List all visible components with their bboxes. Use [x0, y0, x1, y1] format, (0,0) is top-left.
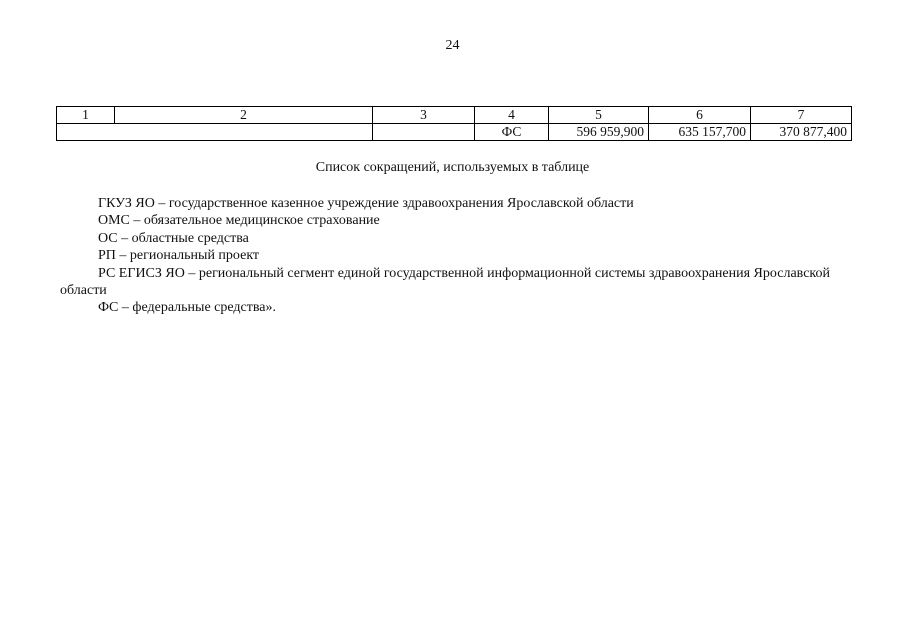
budget-table: [56, 106, 852, 141]
table-header-cell: 2: [115, 107, 373, 124]
table-header-cell: 3: [373, 107, 475, 124]
table-cell-value: 635 157,700: [649, 124, 751, 141]
table-header-cell: 1: [57, 107, 115, 124]
table-cell: [373, 124, 475, 141]
abbreviation-item: ФС – федеральные средства».: [98, 300, 276, 316]
abbreviation-item: РС ЕГИСЗ ЯО – региональный сегмент единой государственной информационной системы здравоохранения Ярославской области: [60, 265, 830, 299]
table-header-cell: 5: [549, 107, 649, 124]
table-header-cell: 4: [475, 107, 549, 124]
abbreviation-item: РП – региональный проект: [98, 248, 260, 264]
table-cell-value: 370 877,400: [751, 124, 852, 141]
abbreviation-item: ГКУЗ ЯО – государственное казенное учреждение здравоохранения Ярославской области: [98, 196, 634, 211]
table-header-cell: 7: [751, 107, 852, 124]
table-header-cell: 6: [649, 107, 751, 124]
abbreviations-list: [60, 195, 850, 317]
table-row: [57, 124, 852, 141]
abbreviation-item: ОС – областные средства: [98, 230, 249, 246]
table-cell-value: 596 959,900: [549, 124, 649, 141]
table-header-row: [57, 107, 852, 124]
abbreviation-item: ОМС – обязательное медицинское страхование: [98, 213, 380, 229]
table-cell-merged: [57, 124, 373, 141]
table-cell-source: ФС: [475, 124, 549, 141]
abbreviations-title: Список сокращений, используемых в таблице: [315, 160, 590, 175]
page-number: 24: [445, 38, 460, 53]
